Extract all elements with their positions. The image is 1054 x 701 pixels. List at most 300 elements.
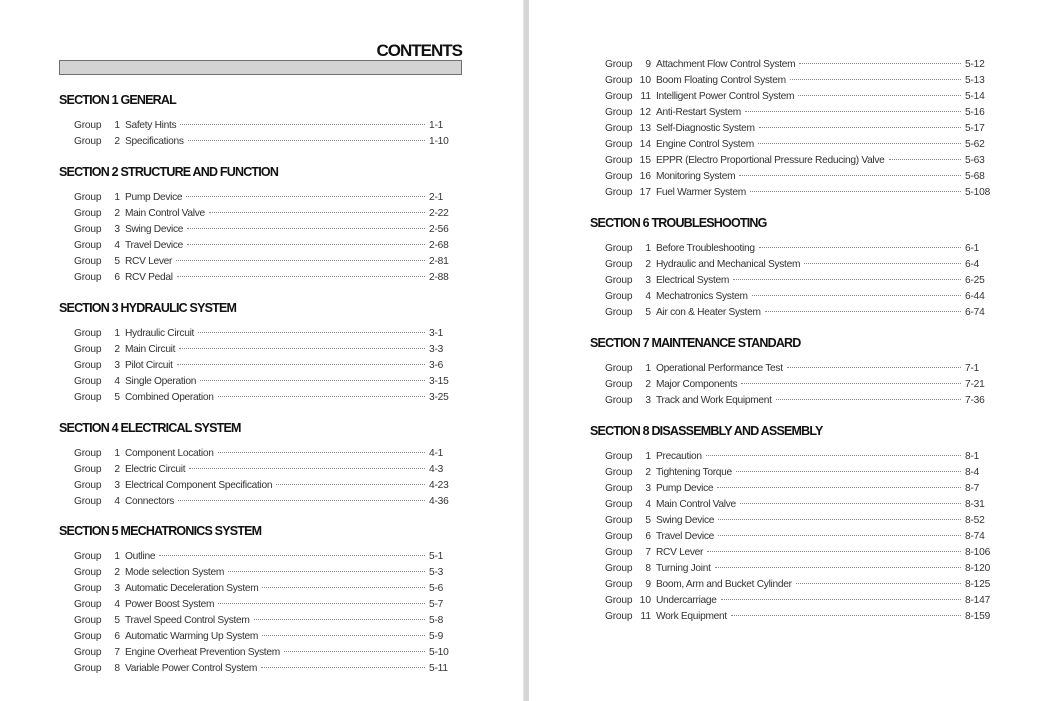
page-number: 3-25	[429, 392, 449, 403]
dot-leader	[176, 260, 425, 261]
group-title: Outline	[125, 551, 156, 562]
group-label: Group	[605, 563, 633, 574]
group-label: Group	[605, 139, 633, 150]
page-number: 5-6	[429, 583, 444, 594]
group-number: 9	[645, 59, 651, 70]
group-label: Group	[605, 379, 633, 390]
toc-entry[interactable]	[59, 462, 459, 478]
toc-entry[interactable]	[590, 105, 995, 121]
group-number: 3	[114, 360, 120, 371]
page-number: 2-1	[429, 192, 444, 203]
toc-entry[interactable]	[59, 565, 459, 581]
dot-leader	[804, 263, 961, 264]
toc-entry[interactable]	[590, 57, 995, 73]
group-number: 2	[114, 136, 120, 147]
group-label: Group	[74, 328, 102, 339]
dot-leader	[759, 247, 961, 248]
toc-entry[interactable]	[590, 305, 995, 321]
group-label: Group	[605, 363, 633, 374]
group-number: 6	[114, 631, 120, 642]
group-title: RCV Lever	[656, 547, 704, 558]
group-number: 5	[645, 307, 651, 318]
page-number: 5-12	[965, 59, 985, 70]
group-number: 3	[114, 224, 120, 235]
group-label: Group	[605, 187, 633, 198]
dot-leader	[159, 555, 425, 556]
group-title: Hydraulic and Mechanical System	[656, 259, 801, 270]
toc-section	[590, 214, 995, 321]
group-label: Group	[605, 275, 633, 286]
page-number: 6-74	[965, 307, 985, 318]
page-number: 1-1	[429, 120, 444, 131]
toc-entry[interactable]	[59, 342, 459, 358]
toc-entry[interactable]	[59, 238, 459, 254]
group-title: Swing Device	[656, 515, 715, 526]
dot-leader	[254, 619, 425, 620]
group-number: 2	[114, 208, 120, 219]
group-label: Group	[74, 567, 102, 578]
page-number: 5-63	[965, 155, 985, 166]
section-heading[interactable]: SECTION 3 HYDRAULIC SYSTEM	[59, 301, 237, 315]
dot-leader	[776, 399, 961, 400]
page-number: 2-56	[429, 224, 449, 235]
page-number: 5-11	[429, 663, 448, 674]
group-label: Group	[74, 344, 102, 355]
page-number: 8-159	[965, 611, 991, 622]
group-label: Group	[74, 120, 102, 131]
page-number: 8-4	[965, 467, 980, 478]
dot-leader	[200, 380, 425, 381]
group-title: Boom Floating Control System	[656, 75, 786, 86]
group-title: Mode selection System	[125, 567, 225, 578]
group-title: Anti-Restart System	[656, 107, 741, 118]
group-title: Engine Control System	[656, 139, 754, 150]
group-number: 1	[645, 363, 651, 374]
group-label: Group	[74, 631, 102, 642]
dot-leader	[717, 487, 961, 488]
section-heading[interactable]: SECTION 5 MECHATRONICS SYSTEM	[59, 524, 262, 538]
dot-leader	[752, 295, 961, 296]
page-number: 6-4	[965, 259, 980, 270]
group-number: 7	[645, 547, 651, 558]
group-number: 3	[645, 275, 651, 286]
group-number: 1	[645, 243, 651, 254]
title-bar	[59, 60, 462, 75]
group-label: Group	[605, 291, 633, 302]
group-label: Group	[74, 272, 102, 283]
toc-section	[59, 419, 459, 510]
page-number: 2-22	[429, 208, 449, 219]
group-number: 5	[645, 515, 651, 526]
group-number: 4	[114, 240, 120, 251]
toc-entry[interactable]	[590, 561, 995, 577]
section-heading[interactable]: SECTION 4 ELECTRICAL SYSTEM	[59, 421, 241, 435]
toc-entry[interactable]	[590, 89, 995, 105]
dot-leader	[796, 583, 961, 584]
dot-leader	[758, 143, 961, 144]
group-number: 2	[114, 567, 120, 578]
group-title: Electric Circuit	[125, 464, 186, 475]
toc-entry[interactable]	[590, 577, 995, 593]
toc-entry[interactable]	[59, 134, 459, 150]
page-number: 3-6	[429, 360, 444, 371]
toc-entry[interactable]	[590, 393, 995, 409]
group-title: Attachment Flow Control System	[656, 59, 796, 70]
toc-entry[interactable]	[590, 545, 995, 561]
toc-entry[interactable]	[590, 497, 995, 513]
group-label: Group	[74, 551, 102, 562]
group-label: Group	[605, 499, 633, 510]
toc-entry[interactable]	[590, 465, 995, 481]
group-label: Group	[605, 515, 633, 526]
group-number: 2	[645, 379, 651, 390]
group-number: 5	[114, 256, 120, 267]
group-label: Group	[74, 256, 102, 267]
group-title: Automatic Deceleration System	[125, 583, 259, 594]
page-number: 5-16	[965, 107, 985, 118]
group-number: 1	[114, 120, 120, 131]
toc-entry[interactable]	[59, 549, 459, 565]
group-number: 4	[645, 499, 651, 510]
group-number: 5	[114, 615, 120, 626]
toc-entry[interactable]	[59, 494, 459, 510]
group-title: Power Boost System	[125, 599, 215, 610]
toc-entry[interactable]	[59, 390, 459, 406]
group-label: Group	[74, 136, 102, 147]
toc-entry[interactable]	[590, 361, 995, 377]
toc-entry[interactable]	[590, 377, 995, 393]
page-number: 6-1	[965, 243, 980, 254]
group-number: 1	[114, 551, 120, 562]
toc-entry[interactable]	[59, 222, 459, 238]
section-heading[interactable]: SECTION 2 STRUCTURE AND FUNCTION	[59, 165, 279, 179]
group-label: Group	[605, 611, 633, 622]
group-number: 5	[114, 392, 120, 403]
group-title: Mechatronics System	[656, 291, 748, 302]
page-number: 2-81	[429, 256, 449, 267]
dot-leader	[218, 603, 425, 604]
group-title: Electrical Component Specification	[125, 480, 273, 491]
page-number: 8-147	[965, 595, 991, 606]
group-title: Swing Device	[125, 224, 184, 235]
page-number: 5-7	[429, 599, 444, 610]
page-number: 8-120	[965, 563, 991, 574]
page-number: 8-125	[965, 579, 991, 590]
toc-entry[interactable]	[590, 513, 995, 529]
group-title: Main Control Valve	[656, 499, 736, 510]
group-number: 11	[640, 91, 651, 102]
group-number: 1	[114, 448, 120, 459]
left-page	[0, 0, 523, 701]
toc-entry[interactable]	[590, 121, 995, 137]
dot-leader	[798, 95, 961, 96]
group-label: Group	[605, 579, 633, 590]
group-label: Group	[605, 75, 633, 86]
toc-section	[59, 522, 459, 677]
toc-entry[interactable]	[590, 289, 995, 305]
group-label: Group	[74, 647, 102, 658]
group-title: Single Operation	[125, 376, 197, 387]
dot-leader	[188, 140, 425, 141]
toc-entry[interactable]	[59, 358, 459, 374]
toc-entry[interactable]	[59, 190, 459, 206]
dot-leader	[186, 196, 425, 197]
dot-leader	[745, 111, 961, 112]
group-title: Fuel Warmer System	[656, 187, 746, 198]
dot-leader	[787, 367, 961, 368]
dot-leader	[179, 348, 425, 349]
toc-entry[interactable]	[590, 137, 995, 153]
group-title: Self-Diagnostic System	[656, 123, 755, 134]
toc-entry[interactable]	[590, 257, 995, 273]
group-number: 1	[645, 451, 651, 462]
right-page	[529, 0, 1054, 701]
group-number: 3	[645, 395, 651, 406]
group-label: Group	[605, 307, 633, 318]
group-title: Turning Joint	[656, 563, 711, 574]
group-title: RCV Lever	[125, 256, 173, 267]
group-title: Connectors	[125, 496, 175, 507]
group-title: Main Control Valve	[125, 208, 205, 219]
group-label: Group	[74, 376, 102, 387]
group-title: Monitoring System	[656, 171, 736, 182]
group-title: Pump Device	[125, 192, 183, 203]
group-number: 11	[640, 611, 651, 622]
page-number: 5-8	[429, 615, 444, 626]
page-number: 7-1	[965, 363, 980, 374]
group-number: 1	[114, 192, 120, 203]
dot-leader	[180, 124, 425, 125]
dot-leader	[707, 551, 961, 552]
group-label: Group	[74, 464, 102, 475]
dot-leader	[739, 175, 961, 176]
group-title: Pump Device	[656, 483, 714, 494]
group-label: Group	[605, 243, 633, 254]
dot-leader	[198, 332, 425, 333]
group-title: Intelligent Power Control System	[656, 91, 795, 102]
dot-leader	[715, 567, 961, 568]
group-title: Main Circuit	[125, 344, 176, 355]
group-number: 2	[114, 464, 120, 475]
group-number: 10	[639, 595, 651, 606]
group-title: RCV Pedal	[125, 272, 173, 283]
dot-leader	[187, 228, 425, 229]
toc-entry[interactable]	[59, 613, 459, 629]
toc-entry[interactable]	[590, 593, 995, 609]
toc-entry[interactable]	[590, 273, 995, 289]
page-number: 1-10	[429, 136, 449, 147]
dot-leader	[741, 383, 961, 384]
page-number: 5-14	[965, 91, 985, 102]
group-title: Travel Device	[656, 531, 714, 542]
group-title: Tightening Torque	[656, 467, 732, 478]
group-label: Group	[74, 224, 102, 235]
group-label: Group	[605, 171, 633, 182]
group-title: Pilot Circuit	[125, 360, 173, 371]
toc-entry[interactable]	[590, 481, 995, 497]
group-title: EPPR (Electro Proportional Pressure Reducing) Valve	[656, 155, 885, 166]
toc-entry[interactable]	[59, 118, 459, 134]
toc-entry[interactable]	[59, 629, 459, 645]
dot-leader	[189, 468, 425, 469]
dot-leader	[262, 635, 425, 636]
dot-leader	[177, 276, 425, 277]
toc-entry[interactable]	[590, 449, 995, 465]
group-label: Group	[605, 451, 633, 462]
dot-leader	[740, 503, 961, 504]
group-label: Group	[605, 531, 633, 542]
group-number: 6	[114, 272, 120, 283]
toc-entry[interactable]	[59, 446, 459, 462]
toc-entry[interactable]	[590, 73, 995, 89]
page-number: 8-31	[965, 499, 985, 510]
group-title: Electrical System	[656, 275, 730, 286]
group-title: Before Troubleshooting	[656, 243, 755, 254]
dot-leader	[790, 79, 961, 80]
page-number: 5-1	[429, 551, 444, 562]
page-number: 5-10	[429, 647, 449, 658]
group-label: Group	[605, 155, 633, 166]
page-number: 8-106	[965, 547, 991, 558]
dot-leader	[721, 599, 961, 600]
group-title: Precaution	[656, 451, 702, 462]
dot-leader	[262, 587, 425, 588]
page-number: 4-36	[429, 496, 449, 507]
toc-entry[interactable]	[590, 185, 995, 201]
group-number: 3	[645, 483, 651, 494]
group-title: Safety Hints	[125, 120, 177, 131]
dot-leader	[718, 535, 961, 536]
toc-entry[interactable]	[590, 153, 995, 169]
group-title: Work Equipment	[656, 611, 727, 622]
toc-entry[interactable]	[590, 609, 995, 625]
dot-leader	[209, 212, 425, 213]
group-title: Automatic Warming Up System	[125, 631, 259, 642]
toc-entry[interactable]	[590, 169, 995, 185]
group-title: Engine Overheat Prevention System	[125, 647, 280, 658]
group-number: 8	[114, 663, 120, 674]
toc-entry[interactable]	[59, 254, 459, 270]
toc-section-continued	[590, 57, 995, 201]
page-number: 7-21	[965, 379, 985, 390]
contents-title: CONTENTS	[376, 41, 462, 60]
toc-entry[interactable]	[59, 326, 459, 342]
dot-leader	[736, 471, 961, 472]
dot-leader	[218, 396, 425, 397]
dot-leader	[750, 191, 961, 192]
group-number: 13	[639, 123, 651, 134]
page-number: 3-15	[429, 376, 449, 387]
group-label: Group	[605, 91, 633, 102]
page-number: 3-1	[429, 328, 444, 339]
group-label: Group	[74, 192, 102, 203]
group-label: Group	[74, 615, 102, 626]
dot-leader	[765, 311, 961, 312]
group-number: 2	[645, 259, 651, 270]
page-number: 5-13	[965, 75, 985, 86]
page-number: 4-23	[429, 480, 449, 491]
toc-entry[interactable]	[59, 581, 459, 597]
section-heading[interactable]: SECTION 7 MAINTENANCE STANDARD	[590, 336, 801, 350]
group-number: 16	[639, 171, 651, 182]
group-label: Group	[605, 595, 633, 606]
page-number: 4-3	[429, 464, 444, 475]
dot-leader	[799, 63, 961, 64]
group-number: 17	[639, 187, 651, 198]
toc-entry[interactable]	[59, 206, 459, 222]
group-title: Boom, Arm and Bucket Cylinder	[656, 579, 792, 590]
dot-leader	[759, 127, 961, 128]
page-number: 5-68	[965, 171, 985, 182]
group-number: 7	[114, 647, 120, 658]
group-number: 2	[114, 344, 120, 355]
page-number: 5-3	[429, 567, 444, 578]
group-label: Group	[74, 392, 102, 403]
page-number: 7-36	[965, 395, 985, 406]
dot-leader	[733, 279, 961, 280]
page-number: 5-108	[965, 187, 991, 198]
dot-leader	[218, 452, 425, 453]
toc-entry[interactable]	[590, 241, 995, 257]
group-title: Hydraulic Circuit	[125, 328, 195, 339]
group-label: Group	[74, 360, 102, 371]
toc-entry[interactable]	[59, 645, 459, 661]
group-label: Group	[605, 59, 633, 70]
group-title: Specifications	[125, 136, 184, 147]
page-number: 6-25	[965, 275, 985, 286]
group-number: 8	[645, 563, 651, 574]
toc-entry[interactable]	[59, 661, 459, 677]
toc-section	[59, 163, 459, 286]
toc-entry[interactable]	[590, 529, 995, 545]
dot-leader	[706, 455, 961, 456]
page-number: 2-88	[429, 272, 449, 283]
section-heading[interactable]: SECTION 8 DISASSEMBLY AND ASSEMBLY	[590, 424, 823, 438]
page-number: 8-1	[965, 451, 980, 462]
section-heading[interactable]: SECTION 6 TROUBLESHOOTING	[590, 216, 767, 230]
toc-section	[59, 299, 459, 406]
page-number: 5-62	[965, 139, 985, 150]
group-label: Group	[74, 208, 102, 219]
toc-section	[59, 91, 459, 150]
toc-section	[590, 334, 995, 409]
toc-entry[interactable]	[59, 478, 459, 494]
group-number: 3	[114, 480, 120, 491]
group-number: 4	[645, 291, 651, 302]
group-label: Group	[605, 107, 633, 118]
group-number: 12	[639, 107, 651, 118]
group-number: 4	[114, 496, 120, 507]
toc-entry[interactable]	[59, 597, 459, 613]
group-label: Group	[74, 599, 102, 610]
group-label: Group	[605, 547, 633, 558]
group-title: Operational Performance Test	[656, 363, 783, 374]
group-label: Group	[74, 496, 102, 507]
section-heading[interactable]: SECTION 1 GENERAL	[59, 93, 176, 107]
group-label: Group	[605, 123, 633, 134]
group-title: Track and Work Equipment	[656, 395, 772, 406]
dot-leader	[177, 364, 425, 365]
dot-leader	[889, 159, 961, 160]
group-title: Undercarriage	[656, 595, 717, 606]
group-title: Component Location	[125, 448, 214, 459]
group-number: 4	[114, 599, 120, 610]
group-number: 9	[645, 579, 651, 590]
toc-entry[interactable]	[59, 374, 459, 390]
toc-entry[interactable]	[59, 270, 459, 286]
page-number: 4-1	[429, 448, 444, 459]
page-number: 6-44	[965, 291, 985, 302]
